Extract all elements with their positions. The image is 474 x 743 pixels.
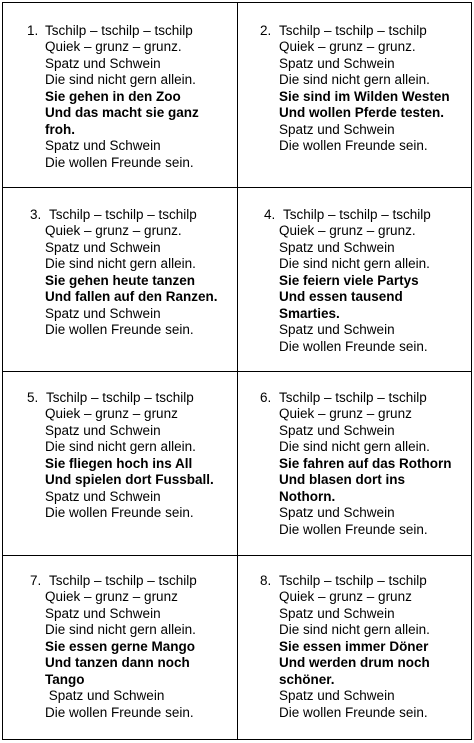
verse-line: Spatz und Schwein (279, 239, 395, 255)
verse-first-line: Tschilp – tschilp – tschilp (49, 207, 197, 222)
verse-line: Quiek – grunz – grunz (279, 406, 412, 421)
verse-number: 4. (264, 207, 276, 222)
verse-line: Spatz und Schwein (45, 138, 161, 153)
verse-lines (45, 406, 214, 522)
verse-line-bold: Und blasen dort ins (279, 472, 406, 487)
verse-line: Die wollen Freunde sein. (45, 704, 194, 720)
verse-lines (279, 406, 452, 538)
verse-line: Spatz und Schwein (45, 55, 161, 71)
verse-line: Quiek – grunz – grunz (45, 406, 178, 421)
verse-line: Die sind nicht gern allein. (279, 622, 430, 637)
verse-cell-8 (238, 556, 471, 739)
verse-table (2, 2, 472, 740)
verse-first-line: Tschilp – tschilp – tschilp (279, 573, 427, 588)
verse-line: Die wollen Freunde sein. (45, 322, 194, 337)
verse-line-bold: Und fallen auf den Ranzen. (45, 289, 218, 304)
verse-line: Spatz und Schwein (279, 605, 395, 621)
verse-line: Spatz und Schwein (279, 55, 395, 71)
verse-line: Quiek – grunz – grunz. (279, 39, 416, 54)
verse-number: 3. (30, 207, 42, 222)
verse-number: 1. (27, 23, 39, 38)
verse-line: Die wollen Freunde sein. (279, 138, 428, 153)
verse-line-bold: Sie essen immer Döner (279, 638, 429, 654)
verse-line-bold: Sie feiern viele Partys (279, 272, 419, 288)
verse-line: Spatz und Schwein (45, 422, 161, 438)
verse-line: Die wollen Freunde sein. (45, 505, 194, 520)
verse-line-bold: Nothorn. (279, 488, 336, 504)
verse-line: Die wollen Freunde sein. (279, 338, 428, 354)
verse-lines (45, 589, 196, 721)
verse-number: 8. (260, 573, 272, 588)
verse-line: Die sind nicht gern allein. (279, 439, 430, 454)
verse-line: Quiek – grunz – grunz (45, 589, 178, 604)
verse-cell-2 (238, 3, 471, 188)
verse-line: Spatz und Schwein (45, 605, 161, 621)
verse-number: 6. (260, 390, 272, 405)
verse-line: Die sind nicht gern allein. (279, 72, 430, 87)
verse-line: Die wollen Freunde sein. (45, 154, 194, 170)
verse-lines (279, 39, 450, 155)
verse-line: Spatz und Schwein (279, 422, 395, 438)
verse-line-bold: schöner. (279, 671, 335, 687)
verse-cell-3 (3, 188, 238, 372)
verse-line: Spatz und Schwein (45, 688, 165, 703)
verse-first-line: Tschilp – tschilp – tschilp (46, 390, 194, 405)
verse-lines (45, 223, 218, 339)
verse-line-bold: Und essen tausend (279, 289, 403, 304)
verse-first-line: Tschilp – tschilp – tschilp (279, 23, 427, 38)
verse-cell-6 (238, 372, 471, 556)
verse-line-bold: Und werden drum noch (279, 655, 430, 670)
verse-number: 7. (30, 573, 42, 588)
verse-line-bold: Und tanzen dann noch (45, 655, 190, 670)
verse-line-bold: Sie sind im Wilden Westen (279, 88, 450, 104)
verse-line: Quiek – grunz – grunz (279, 589, 412, 604)
verse-line: Die wollen Freunde sein. (279, 704, 428, 720)
verse-line: Spatz und Schwein (279, 121, 395, 137)
verse-line-bold: Sie gehen in den Zoo (45, 88, 181, 104)
verse-line: Die sind nicht gern allein. (45, 256, 196, 271)
verse-cell-7 (3, 556, 238, 739)
verse-line-bold: froh. (45, 121, 75, 137)
verse-line: Spatz und Schwein (45, 305, 161, 321)
verse-line-bold: Sie essen gerne Mango (45, 638, 196, 654)
verse-line: Quiek – grunz – grunz. (45, 39, 182, 54)
verse-lines (45, 39, 199, 171)
verse-line: Die sind nicht gern allein. (45, 439, 196, 454)
verse-first-line: Tschilp – tschilp – tschilp (45, 23, 193, 38)
verse-line: Quiek – grunz – grunz. (45, 223, 182, 238)
verse-line-bold: Sie gehen heute tanzen (45, 272, 196, 288)
verse-lines (279, 223, 430, 355)
verse-line: Spatz und Schwein (45, 488, 161, 504)
verse-line-bold: Tango (45, 671, 85, 687)
verse-line-bold: Sie fahren auf das Rothorn (279, 455, 452, 471)
verse-line-bold: Und spielen dort Fussball. (45, 472, 214, 487)
verse-line: Spatz und Schwein (279, 322, 395, 337)
verse-line-bold: Und wollen Pferde testen. (279, 105, 445, 120)
verse-cell-1 (3, 3, 238, 188)
verse-line: Spatz und Schwein (279, 505, 395, 520)
verse-cell-4 (238, 188, 471, 372)
verse-line-bold: Und das macht sie ganz (45, 105, 199, 120)
verse-line: Die sind nicht gern allein. (45, 622, 196, 637)
verse-line: Die wollen Freunde sein. (279, 521, 428, 537)
verse-first-line: Tschilp – tschilp – tschilp (49, 573, 197, 588)
verse-first-line: Tschilp – tschilp – tschilp (283, 207, 431, 222)
verse-line-bold: Sie fliegen hoch ins All (45, 455, 193, 471)
verse-line: Die sind nicht gern allein. (279, 256, 430, 271)
verse-number: 5. (27, 390, 39, 405)
verse-lines (279, 589, 430, 721)
verse-number: 2. (260, 23, 272, 38)
verse-cell-5 (3, 372, 238, 556)
verse-line-bold: Smarties. (279, 305, 340, 321)
verse-line: Spatz und Schwein (279, 688, 395, 703)
verse-line: Spatz und Schwein (45, 239, 161, 255)
verse-line: Quiek – grunz – grunz. (279, 223, 416, 238)
verse-line: Die sind nicht gern allein. (45, 72, 196, 87)
verse-first-line: Tschilp – tschilp – tschilp (279, 390, 427, 405)
